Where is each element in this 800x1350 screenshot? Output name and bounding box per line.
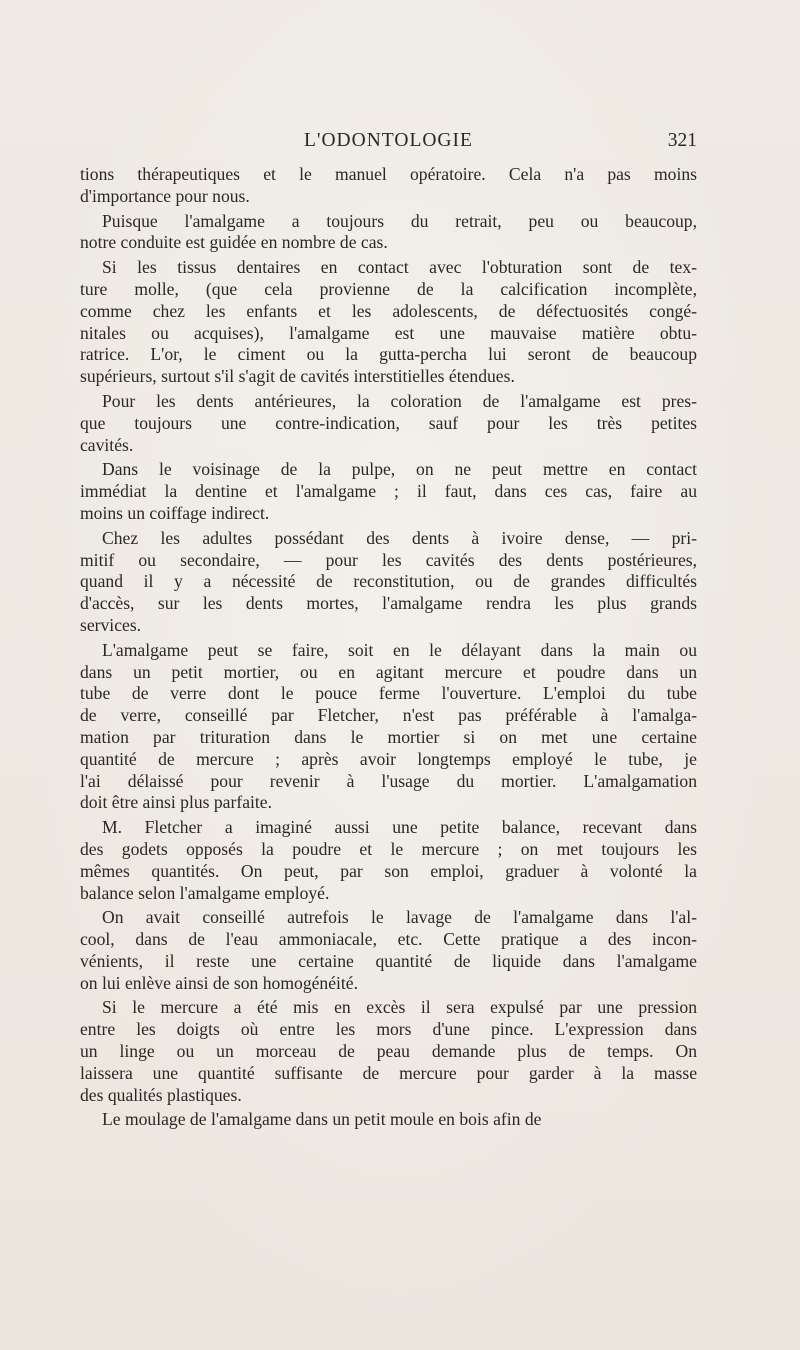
running-title: L'ODONTOLOGIE xyxy=(304,130,473,151)
text-line: balance selon l'amalgame employé. xyxy=(80,882,330,903)
paragraph xyxy=(80,391,697,456)
paragraph xyxy=(80,817,697,904)
paragraph xyxy=(80,907,697,994)
text-line: vénients, il reste une certaine quantité de liquide dans l'amalgame xyxy=(80,950,697,971)
paragraph xyxy=(80,164,697,208)
paragraph xyxy=(80,1109,697,1131)
paragraph xyxy=(80,257,697,388)
text-line: supérieurs, surtout s'il s'agit de cavités interstitielles étendues. xyxy=(80,366,515,387)
paragraph xyxy=(80,997,697,1106)
text-line: quantité de mercure ; après avoir longtemps employé le tube, je xyxy=(80,748,697,769)
text-line: Le moulage de l'amalgame dans un petit moule en bois afin de xyxy=(102,1109,542,1130)
text-line: tube de verre dont le pouce ferme l'ouverture. L'emploi du tube xyxy=(80,683,697,704)
text-line: on lui enlève ainsi de son homogénéité. xyxy=(80,972,359,993)
text-line: quand il y a nécessité de reconstitution, ou de grandes difficultés xyxy=(80,571,697,592)
text-line: comme chez les enfants et les adolescents, de défectuosités congé- xyxy=(80,300,697,321)
text-line: Si les tissus dentaires en contact avec l'obturation sont de tex- xyxy=(102,257,697,278)
text-line: Dans le voisinage de la pulpe, on ne peut mettre en contact xyxy=(102,459,697,480)
text-line: mêmes quantités. On peut, par son emploi, graduer à volonté la xyxy=(80,860,697,881)
text-line: On avait conseillé autrefois le lavage de l'amalgame dans l'al- xyxy=(102,907,697,928)
paragraph xyxy=(80,640,697,814)
text-line: nitales ou acquises), l'amalgame est une mauvaise matière obtu- xyxy=(80,322,697,343)
text-line: doit être ainsi plus parfaite. xyxy=(80,792,273,813)
text-line: M. Fletcher a imaginé aussi une petite balance, recevant dans xyxy=(102,817,697,838)
text-line: tions thérapeutiques et le manuel opératoire. Cela n'a pas moins xyxy=(80,164,697,184)
paragraph xyxy=(80,528,697,637)
page-number: 321 xyxy=(667,130,697,151)
paragraph xyxy=(80,211,697,255)
text-line: mitif ou secondaire, — pour les cavités des dents postérieures, xyxy=(80,549,697,570)
text-line: Si le mercure a été mis en excès il sera expulsé par une pression xyxy=(102,997,697,1018)
body-text xyxy=(80,164,697,1131)
text-line: d'importance pour nous. xyxy=(80,185,250,206)
text-line: que toujours une contre-indication, sauf pour les très petites xyxy=(80,412,697,433)
text-line: des godets opposés la poudre et le mercure ; on met toujours les xyxy=(80,838,697,859)
text-line: notre conduite est guidée en nombre de cas. xyxy=(80,232,388,253)
text-line: cool, dans de l'eau ammoniacale, etc. Cette pratique a des incon- xyxy=(80,929,697,950)
text-line: laissera une quantité suffisante de mercure pour garder à la masse xyxy=(80,1062,697,1083)
text-line: moins un coiffage indirect. xyxy=(80,502,270,523)
text-line: services. xyxy=(80,614,142,635)
paragraph xyxy=(80,459,697,524)
text-line: dans un petit mortier, ou en agitant mercure et poudre dans un xyxy=(80,661,697,682)
text-line: d'accès, sur les dents mortes, l'amalgame rendra les plus grands xyxy=(80,593,697,614)
text-line: mation par trituration dans le mortier si on met une certaine xyxy=(80,726,697,747)
text-line: Chez les adultes possédant des dents à ivoire dense, — pri- xyxy=(102,527,697,548)
running-head xyxy=(80,127,697,155)
text-line: ratrice. L'or, le ciment ou la gutta-percha lui seront de beaucoup xyxy=(80,344,697,365)
text-line: l'ai délaissé pour revenir à l'usage du mortier. L'amalgamation xyxy=(80,770,697,791)
text-line: entre les doigts où entre les mors d'une pince. L'expression dans xyxy=(80,1019,697,1040)
text-line: L'amalgame peut se faire, soit en le délayant dans la main ou xyxy=(102,639,697,660)
text-line: de verre, conseillé par Fletcher, n'est pas préférable à l'amalga- xyxy=(80,705,697,726)
text-line: Puisque l'amalgame a toujours du retrait, peu ou beaucoup, xyxy=(102,210,697,231)
text-line: ture molle, (que cela provienne de la calcification incomplète, xyxy=(80,278,697,299)
text-line: des qualités plastiques. xyxy=(80,1084,242,1105)
text-line: un linge ou un morceau de peau demande plus de temps. On xyxy=(80,1041,697,1062)
text-line: cavités. xyxy=(80,434,134,455)
text-line: immédiat la dentine et l'amalgame ; il faut, dans ces cas, faire au xyxy=(80,481,697,502)
text-line: Pour les dents antérieures, la coloration de l'amalgame est pres- xyxy=(102,390,697,411)
